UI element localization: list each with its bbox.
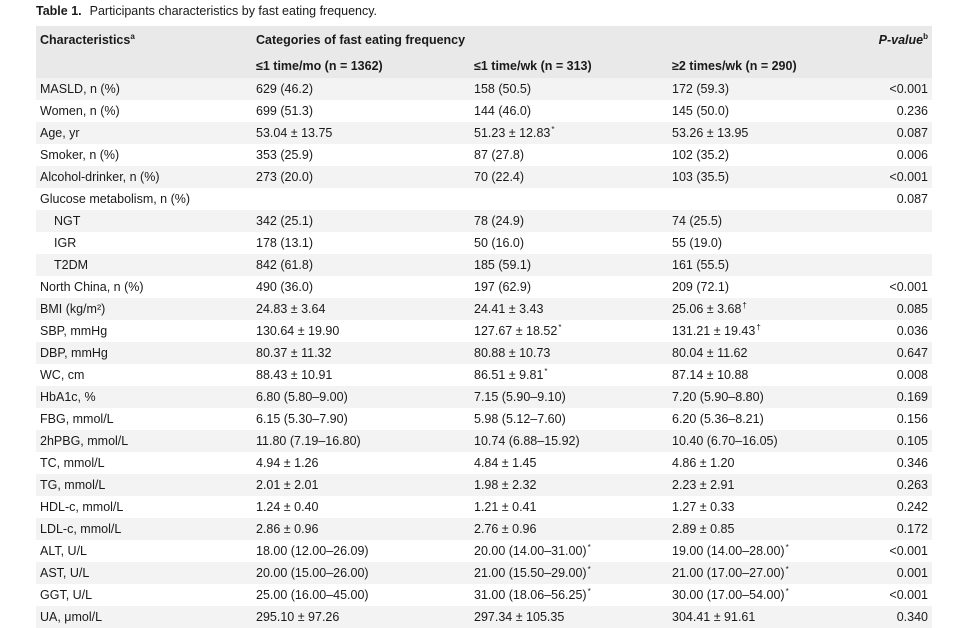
cell-weekly-text: 127.67 ± 18.52: [474, 324, 558, 338]
cell-monthly-text: 130.64 ± 19.90: [256, 324, 340, 338]
cell-monthly: [256, 430, 361, 452]
cell-pvalue: [897, 408, 928, 430]
cell-pvalue: [889, 540, 928, 562]
footnote-mark: *: [551, 124, 555, 134]
footnote-mark: *: [544, 366, 548, 376]
cell-weekly: [474, 232, 524, 254]
table-row: [36, 210, 932, 232]
cell-monthly: [256, 562, 369, 584]
cell-pvalue: [897, 188, 928, 210]
header-characteristics-footnote: a: [130, 31, 135, 41]
table-row: [36, 518, 932, 540]
cell-pvalue: [897, 122, 928, 144]
cell-twice-weekly: [672, 540, 789, 562]
cell-pvalue-text: <0.001: [889, 170, 928, 184]
cell-weekly-text: 158 (50.5): [474, 82, 531, 96]
cell-monthly-text: 53.04 ± 13.75: [256, 126, 333, 140]
row-label-text: Alcohol-drinker, n (%): [40, 170, 160, 184]
characteristics-table: [36, 26, 932, 628]
cell-twice-weekly-text: 172 (59.3): [672, 82, 729, 96]
cell-twice-weekly-text: 2.89 ± 0.85: [672, 522, 735, 536]
cell-pvalue: [897, 474, 928, 496]
cell-weekly: [474, 298, 543, 320]
cell-pvalue-text: 0.001: [896, 566, 928, 580]
cell-twice-weekly: [672, 320, 761, 342]
table-row: [36, 100, 932, 122]
cell-weekly: [474, 320, 561, 342]
cell-twice-weekly: [672, 254, 729, 276]
cell-twice-weekly-text: 6.20 (5.36–8.21): [672, 412, 764, 426]
cell-pvalue: [889, 166, 928, 188]
cell-pvalue: [897, 342, 928, 364]
cell-twice-weekly: [672, 364, 748, 386]
row-label-text: Smoker, n (%): [40, 148, 120, 162]
cell-pvalue: [897, 144, 928, 166]
cell-monthly-text: 353 (25.9): [256, 148, 313, 162]
table-row: [36, 474, 932, 496]
header-col-weekly: ≤1 time/wk (n = 313): [474, 59, 592, 73]
cell-weekly: [474, 342, 550, 364]
cell-monthly-text: 178 (13.1): [256, 236, 313, 250]
table-row: [36, 232, 932, 254]
row-label-text: TG, mmol/L: [40, 478, 106, 492]
cell-monthly-text: 6.80 (5.80–9.00): [256, 390, 348, 404]
cell-weekly-text: 5.98 (5.12–7.60): [474, 412, 566, 426]
table-row: [36, 122, 932, 144]
cell-weekly-text: 80.88 ± 10.73: [474, 346, 551, 360]
cell-twice-weekly-text: 80.04 ± 11.62: [672, 346, 748, 360]
cell-weekly: [474, 584, 591, 606]
table-caption-label: Table 1.: [36, 4, 82, 18]
table-row: [36, 496, 932, 518]
cell-twice-weekly-text: 7.20 (5.90–8.80): [672, 390, 764, 404]
cell-twice-weekly-text: 102 (35.2): [672, 148, 729, 162]
cell-weekly-text: 2.76 ± 0.96: [474, 522, 537, 536]
row-label: [40, 122, 80, 144]
cell-twice-weekly: [672, 210, 722, 232]
table-row: [36, 540, 932, 562]
table-caption: [36, 4, 377, 18]
cell-twice-weekly-text: 131.21 ± 19.43: [672, 324, 756, 338]
cell-weekly-text: 1.21 ± 0.41: [474, 500, 537, 514]
cell-weekly-text: 185 (59.1): [474, 258, 531, 272]
table-row: [36, 430, 932, 452]
table-row: [36, 254, 932, 276]
cell-monthly: [256, 474, 318, 496]
cell-twice-weekly-text: 103 (35.5): [672, 170, 729, 184]
cell-pvalue-text: 0.087: [896, 126, 928, 140]
row-label: [40, 452, 105, 474]
row-label: [40, 166, 160, 188]
cell-weekly-text: 31.00 (18.06–56.25): [474, 588, 587, 602]
cell-monthly: [256, 232, 313, 254]
header-col-twice-weekly: ≥2 times/wk (n = 290): [672, 59, 797, 73]
cell-pvalue-text: 0.346: [896, 456, 928, 470]
cell-monthly: [256, 320, 339, 342]
table-row: [36, 584, 932, 606]
cell-weekly-text: 87 (27.8): [474, 148, 525, 162]
row-label: [40, 562, 89, 584]
row-label: [40, 144, 119, 166]
row-label: [40, 584, 92, 606]
table-row: [36, 408, 932, 430]
cell-monthly: [256, 276, 313, 298]
cell-pvalue: [897, 298, 928, 320]
header-pvalue: [879, 26, 928, 54]
header-pvalue-label: P-value: [878, 33, 924, 47]
cell-pvalue-text: 0.036: [896, 324, 928, 338]
row-label-text: TC, mmol/L: [40, 456, 105, 470]
cell-twice-weekly: [672, 474, 734, 496]
row-label-text: NGT: [54, 214, 81, 228]
table-subheader-row: [36, 54, 932, 78]
row-label-text: WC, cm: [40, 368, 85, 382]
cell-monthly-text: 11.80 (7.19–16.80): [256, 434, 361, 448]
footnote-mark: *: [558, 322, 562, 332]
row-label: [40, 408, 114, 430]
cell-twice-weekly-text: 145 (50.0): [672, 104, 729, 118]
header-characteristics-label: Characteristics: [40, 33, 131, 47]
row-label: [40, 364, 84, 386]
cell-twice-weekly-text: 2.23 ± 2.91: [672, 478, 735, 492]
table-row: [36, 562, 932, 584]
table-body: [36, 78, 932, 628]
cell-pvalue-text: 0.242: [896, 500, 928, 514]
cell-pvalue: [897, 496, 928, 518]
cell-weekly-text: 10.74 (6.88–15.92): [474, 434, 580, 448]
cell-twice-weekly-text: 209 (72.1): [672, 280, 729, 294]
cell-monthly: [256, 342, 331, 364]
row-label: [54, 210, 80, 232]
row-label: [40, 100, 120, 122]
cell-monthly: [256, 518, 318, 540]
cell-weekly: [474, 386, 566, 408]
cell-twice-weekly-text: 304.41 ± 91.61: [672, 610, 756, 624]
cell-monthly-text: 342 (25.1): [256, 214, 313, 228]
cell-pvalue-text: 0.340: [896, 610, 928, 624]
cell-weekly-text: 144 (46.0): [474, 104, 531, 118]
cell-twice-weekly-text: 21.00 (17.00–27.00): [672, 566, 785, 580]
row-label-text: LDL-c, mmol/L: [40, 522, 122, 536]
cell-pvalue: [889, 276, 928, 298]
cell-pvalue: [897, 100, 928, 122]
table-row: [36, 298, 932, 320]
cell-monthly-text: 6.15 (5.30–7.90): [256, 412, 348, 426]
row-label-text: AST, U/L: [40, 566, 90, 580]
row-label-text: IGR: [54, 236, 77, 250]
cell-monthly: [256, 122, 332, 144]
row-label-text: Age, yr: [40, 126, 80, 140]
row-label: [40, 474, 105, 496]
cell-pvalue-text: 0.647: [896, 346, 928, 360]
table-row: [36, 78, 932, 100]
cell-monthly: [256, 78, 313, 100]
cell-weekly: [474, 474, 536, 496]
cell-weekly: [474, 210, 524, 232]
cell-twice-weekly-text: 74 (25.5): [672, 214, 723, 228]
footnote-mark: *: [587, 586, 591, 596]
row-label: [40, 386, 96, 408]
row-label-text: 2hPBG, mmol/L: [40, 434, 129, 448]
cell-weekly-text: 4.84 ± 1.45: [474, 456, 537, 470]
cell-twice-weekly: [672, 166, 729, 188]
cell-monthly: [256, 452, 318, 474]
cell-weekly-text: 197 (62.9): [474, 280, 531, 294]
table-row: [36, 166, 932, 188]
cell-monthly: [256, 254, 313, 276]
cell-monthly-text: 699 (51.3): [256, 104, 313, 118]
cell-weekly: [474, 496, 536, 518]
row-label: [40, 430, 128, 452]
cell-weekly: [474, 518, 536, 540]
cell-pvalue: [897, 320, 928, 342]
cell-twice-weekly-text: 53.26 ± 13.95: [672, 126, 749, 140]
cell-twice-weekly: [672, 386, 764, 408]
cell-twice-weekly-text: 25.06 ± 3.68: [672, 302, 742, 316]
cell-twice-weekly-text: 4.86 ± 1.20: [672, 456, 735, 470]
table-row: [36, 386, 932, 408]
footnote-mark: *: [785, 564, 789, 574]
cell-weekly-text: 7.15 (5.90–9.10): [474, 390, 566, 404]
cell-pvalue-text: <0.001: [889, 280, 928, 294]
cell-twice-weekly-text: 55 (19.0): [672, 236, 723, 250]
table-row: [36, 342, 932, 364]
cell-monthly: [256, 408, 348, 430]
footnote-mark: *: [785, 542, 789, 552]
footnote-mark: †: [742, 300, 747, 310]
cell-weekly: [474, 408, 566, 430]
cell-twice-weekly: [672, 584, 789, 606]
cell-pvalue: [889, 78, 928, 100]
cell-weekly-text: 78 (24.9): [474, 214, 525, 228]
cell-pvalue-text: <0.001: [889, 544, 928, 558]
row-label-text: HbA1c, %: [40, 390, 96, 404]
cell-pvalue: [897, 452, 928, 474]
cell-pvalue-text: 0.263: [896, 478, 928, 492]
row-label-text: Glucose metabolism, n (%): [40, 192, 191, 206]
cell-weekly: [474, 364, 548, 386]
row-label-text: UA, μmol/L: [40, 610, 103, 624]
cell-monthly-text: 629 (46.2): [256, 82, 313, 96]
cell-pvalue: [897, 430, 928, 452]
cell-weekly-text: 51.23 ± 12.83: [474, 126, 551, 140]
cell-weekly: [474, 166, 524, 188]
cell-monthly: [256, 364, 332, 386]
cell-monthly-text: 295.10 ± 97.26: [256, 610, 340, 624]
cell-weekly: [474, 254, 531, 276]
row-label-text: SBP, mmHg: [40, 324, 108, 338]
cell-twice-weekly-text: 87.14 ± 10.88: [672, 368, 749, 382]
row-label-text: GGT, U/L: [40, 588, 93, 602]
cell-pvalue-text: <0.001: [889, 588, 928, 602]
row-label-text: FBG, mmol/L: [40, 412, 114, 426]
cell-weekly-text: 21.00 (15.50–29.00): [474, 566, 587, 580]
cell-twice-weekly-text: 19.00 (14.00–28.00): [672, 544, 785, 558]
cell-pvalue-text: 0.172: [896, 522, 928, 536]
cell-monthly-text: 273 (20.0): [256, 170, 313, 184]
table-header-row: [36, 26, 932, 54]
cell-monthly: [256, 386, 348, 408]
cell-twice-weekly: [672, 100, 729, 122]
row-label: [40, 320, 107, 342]
row-label: [40, 276, 144, 298]
footnote-mark: *: [587, 542, 591, 552]
row-label-text: North China, n (%): [40, 280, 144, 294]
cell-pvalue-text: 0.236: [896, 104, 928, 118]
cell-twice-weekly: [672, 430, 778, 452]
header-pvalue-footnote: b: [923, 31, 928, 41]
cell-weekly-text: 20.00 (14.00–31.00): [474, 544, 587, 558]
cell-twice-weekly-text: 161 (55.5): [672, 258, 729, 272]
cell-weekly-text: 86.51 ± 9.81: [474, 368, 544, 382]
cell-twice-weekly: [672, 496, 734, 518]
row-label-text: Women, n (%): [40, 104, 120, 118]
cell-pvalue: [897, 364, 928, 386]
header-categories: Categories of fast eating frequency: [256, 33, 466, 47]
cell-weekly: [474, 430, 580, 452]
cell-monthly: [256, 298, 325, 320]
cell-twice-weekly: [672, 122, 748, 144]
row-label-text: HDL-c, mmol/L: [40, 500, 124, 514]
cell-monthly-text: 490 (36.0): [256, 280, 313, 294]
cell-twice-weekly: [672, 298, 747, 320]
row-label: [40, 496, 123, 518]
cell-weekly-text: 1.98 ± 2.32: [474, 478, 537, 492]
row-label: [40, 518, 121, 540]
cell-twice-weekly: [672, 452, 734, 474]
cell-pvalue-text: 0.169: [896, 390, 928, 404]
cell-weekly: [474, 78, 531, 100]
cell-pvalue: [897, 518, 928, 540]
cell-pvalue-text: 0.085: [896, 302, 928, 316]
cell-monthly-text: 2.01 ± 2.01: [256, 478, 319, 492]
table-row: [36, 320, 932, 342]
cell-weekly-text: 50 (16.0): [474, 236, 525, 250]
cell-pvalue: [889, 584, 928, 606]
cell-twice-weekly: [672, 408, 764, 430]
cell-pvalue-text: 0.087: [896, 192, 928, 206]
cell-weekly: [474, 100, 531, 122]
cell-pvalue: [897, 562, 928, 584]
cell-twice-weekly: [672, 342, 747, 364]
header-col-monthly: ≤1 time/mo (n = 1362): [256, 59, 383, 73]
row-label-text: BMI (kg/m²): [40, 302, 106, 316]
row-label-text: ALT, U/L: [40, 544, 88, 558]
cell-monthly: [256, 166, 313, 188]
cell-pvalue-text: <0.001: [889, 82, 928, 96]
cell-monthly: [256, 496, 318, 518]
cell-monthly-text: 842 (61.8): [256, 258, 313, 272]
row-label: [54, 254, 88, 276]
cell-monthly-text: 88.43 ± 10.91: [256, 368, 333, 382]
table-caption-text: Participants characteristics by fast eating frequency.: [89, 4, 378, 18]
row-label: [40, 188, 190, 210]
row-label: [40, 298, 105, 320]
cell-twice-weekly-text: 1.27 ± 0.33: [672, 500, 735, 514]
cell-monthly: [256, 210, 313, 232]
cell-weekly: [474, 562, 591, 584]
header-characteristics: [40, 26, 135, 54]
table-row: [36, 144, 932, 166]
cell-monthly-text: 80.37 ± 11.32: [256, 346, 332, 360]
cell-twice-weekly: [672, 232, 722, 254]
cell-monthly-text: 24.83 ± 3.64: [256, 302, 326, 316]
cell-pvalue-text: 0.105: [896, 434, 928, 448]
cell-weekly: [474, 122, 555, 144]
cell-twice-weekly: [672, 562, 789, 584]
cell-monthly-text: 2.86 ± 0.96: [256, 522, 319, 536]
cell-twice-weekly-text: 10.40 (6.70–16.05): [672, 434, 778, 448]
cell-pvalue-text: 0.006: [896, 148, 928, 162]
table-row: [36, 452, 932, 474]
row-label-text: DBP, mmHg: [40, 346, 108, 360]
row-label-text: MASLD, n (%): [40, 82, 120, 96]
footnote-mark: *: [587, 564, 591, 574]
cell-pvalue-text: 0.156: [896, 412, 928, 426]
cell-twice-weekly-text: 30.00 (17.00–54.00): [672, 588, 785, 602]
cell-monthly: [256, 144, 313, 166]
cell-pvalue: [897, 386, 928, 408]
cell-monthly-text: 20.00 (15.00–26.00): [256, 566, 369, 580]
table-row: [36, 276, 932, 298]
cell-monthly: [256, 540, 369, 562]
table-row: [36, 188, 932, 210]
cell-weekly: [474, 144, 524, 166]
row-label: [54, 232, 76, 254]
row-label: [40, 342, 108, 364]
footnote-mark: †: [756, 322, 761, 332]
cell-pvalue-text: 0.008: [896, 368, 928, 382]
cell-weekly-text: 24.41 ± 3.43: [474, 302, 544, 316]
cell-monthly-text: 1.24 ± 0.40: [256, 500, 319, 514]
cell-monthly-text: 25.00 (16.00–45.00): [256, 588, 369, 602]
table-row: [36, 364, 932, 386]
cell-weekly: [474, 540, 591, 562]
row-label: [40, 78, 120, 100]
cell-twice-weekly: [672, 78, 729, 100]
cell-twice-weekly: [672, 276, 729, 298]
cell-monthly-text: 4.94 ± 1.26: [256, 456, 319, 470]
cell-twice-weekly: [672, 144, 729, 166]
cell-weekly-text: 70 (22.4): [474, 170, 525, 184]
cell-monthly-text: 18.00 (12.00–26.09): [256, 544, 369, 558]
cell-weekly: [474, 276, 531, 298]
cell-monthly: [256, 584, 369, 606]
row-label-text: T2DM: [54, 258, 89, 272]
cell-monthly: [256, 100, 313, 122]
cell-weekly: [474, 452, 536, 474]
row-label: [40, 540, 87, 562]
footnote-mark: *: [785, 586, 789, 596]
cell-twice-weekly: [672, 518, 734, 540]
cell-weekly-text: 297.34 ± 105.35: [474, 610, 565, 624]
